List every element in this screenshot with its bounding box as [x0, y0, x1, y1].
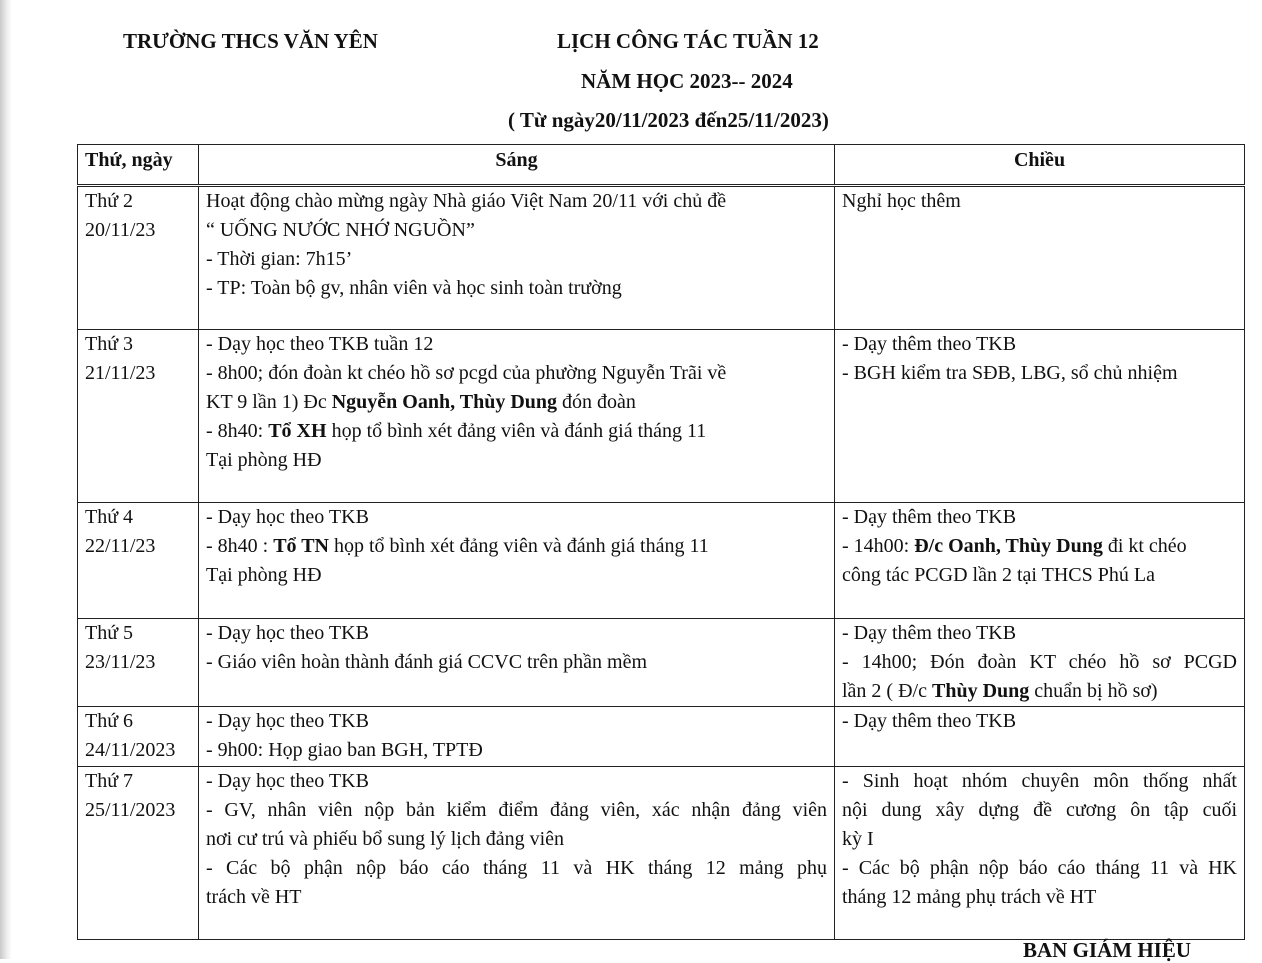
- cell-line: - 8h40 : Tổ TN họp tổ bình xét đảng viên và đánh giá tháng 11: [206, 535, 709, 557]
- table-row: [78, 619, 1245, 707]
- table-header-row: [78, 145, 1245, 186]
- cell-line: nội dung xây dựng đề cương ôn tập cuối: [842, 799, 1237, 821]
- date-label: 20/11/23: [85, 219, 156, 241]
- cell-line: - Dạy học theo TKB: [206, 710, 369, 732]
- cell-line: - Giáo viên hoàn thành đánh giá CCVC trên phần mềm: [206, 651, 648, 673]
- cell-line: - 8h40: Tổ XH họp tổ bình xét đảng viên và đánh giá tháng 11: [206, 420, 707, 442]
- day-cell: [78, 186, 199, 330]
- bold-names: Đ/c Oanh, Thùy Dung: [914, 535, 1103, 557]
- table-row: [78, 767, 1245, 940]
- afternoon-cell: [835, 186, 1245, 330]
- cell-line: Tại phòng HĐ: [206, 564, 322, 586]
- cell-line: tháng 12 mảng phụ trách về HT: [842, 886, 1097, 908]
- bold-names: Nguyễn Oanh, Thùy Dung: [331, 391, 558, 413]
- cell-line: KT 9 lần 1) Đc Nguyễn Oanh, Thùy Dung đón đoàn: [206, 391, 636, 413]
- cell-line: - Dạy thêm theo TKB: [842, 506, 1017, 528]
- header-day: Thứ, ngày: [78, 145, 199, 186]
- day-label: Thứ 5: [85, 622, 134, 644]
- cell-line: - 8h00; đón đoàn kt chéo hồ sơ pcgd của phường Nguyễn Trãi về: [206, 362, 727, 384]
- cell-line: - Sinh hoạt nhóm chuyên môn thống nhất: [842, 770, 1237, 792]
- cell-line: Nghỉ học thêm: [842, 190, 961, 212]
- cell-line: kỳ I: [842, 828, 874, 850]
- day-label: Thứ 2: [85, 190, 134, 212]
- day-cell: [78, 503, 199, 619]
- morning-cell: [199, 619, 835, 707]
- cell-line: “ UỐNG NƯỚC NHỚ NGUỒN”: [206, 219, 475, 241]
- afternoon-cell: [835, 619, 1245, 707]
- school-name: TRƯỜNG THCS VĂN YÊN: [123, 29, 378, 53]
- cell-line: - Dạy thêm theo TKB: [842, 710, 1017, 732]
- bold-names: Thùy Dung: [931, 680, 1030, 702]
- cell-line: - Dạy học theo TKB: [206, 622, 369, 644]
- bold-group: Tổ TN: [273, 535, 329, 557]
- afternoon-cell: [835, 767, 1245, 940]
- date-range: ( Từ ngày20/11/2023 đến25/11/2023): [508, 108, 829, 132]
- morning-cell: [199, 503, 835, 619]
- afternoon-cell: [835, 707, 1245, 767]
- cell-line: Hoạt động chào mừng ngày Nhà giáo Việt Nam 20/11 với chủ đề: [206, 190, 727, 212]
- date-label: 21/11/23: [85, 362, 156, 384]
- morning-cell: [199, 186, 835, 330]
- day-cell: [78, 619, 199, 707]
- day-label: Thứ 4: [85, 506, 134, 528]
- day-cell: [78, 330, 199, 503]
- day-cell: [78, 767, 199, 940]
- cell-line: - Dạy học theo TKB: [206, 770, 369, 792]
- cell-line: - 14h00: Đ/c Oanh, Thùy Dung đi kt chéo: [842, 535, 1187, 557]
- morning-cell: [199, 330, 835, 503]
- date-label: 23/11/23: [85, 651, 156, 673]
- day-label: Thứ 3: [85, 333, 134, 355]
- day-label: Thứ 6: [85, 710, 134, 732]
- cell-line: - Các bộ phận nộp báo cáo tháng 11 và HK tháng 12 mảng phụ: [206, 857, 827, 879]
- schedule-table: [77, 144, 1245, 940]
- cell-line: trách về HT: [206, 886, 302, 908]
- cell-line: công tác PCGD lần 2 tại THCS Phú La: [842, 564, 1155, 586]
- cell-line: Tại phòng HĐ: [206, 449, 322, 471]
- morning-cell: [199, 767, 835, 940]
- signature-label: BAN GIÁM HIỆU: [1023, 938, 1192, 962]
- cell-line: - Các bộ phận nộp báo cáo tháng 11 và HK: [842, 857, 1237, 879]
- school-year: NĂM HỌC 2023-- 2024: [581, 69, 793, 93]
- afternoon-cell: [835, 503, 1245, 619]
- table-row: [78, 707, 1245, 767]
- afternoon-cell: [835, 330, 1245, 503]
- cell-line: - GV, nhân viên nộp bản kiểm điểm đảng viên, xác nhận đảng viên: [206, 799, 827, 821]
- date-label: 22/11/23: [85, 535, 156, 557]
- table-row: [78, 186, 1245, 330]
- cell-line: - TP: Toàn bộ gv, nhân viên và học sinh toàn trường: [206, 277, 622, 299]
- cell-line: - Dạy học theo TKB tuần 12: [206, 333, 434, 355]
- cell-line: - Dạy thêm theo TKB: [842, 622, 1017, 644]
- cell-line: - 9h00: Họp giao ban BGH, TPTĐ: [206, 739, 483, 761]
- day-cell: [78, 707, 199, 767]
- cell-line: - Thời gian: 7h15’: [206, 248, 353, 270]
- page-title: LỊCH CÔNG TÁC TUẦN 12: [557, 29, 819, 53]
- morning-cell: [199, 707, 835, 767]
- date-label: 24/11/2023: [85, 739, 176, 761]
- cell-line: - 14h00; Đón đoàn KT chéo hồ sơ PCGD: [842, 651, 1237, 673]
- cell-line: - Dạy thêm theo TKB: [842, 333, 1017, 355]
- page-edge-shadow: [0, 0, 12, 959]
- header-afternoon: Chiều: [835, 145, 1245, 186]
- cell-line: - BGH kiểm tra SĐB, LBG, sổ chủ nhiệm: [842, 362, 1178, 384]
- header-morning: Sáng: [199, 145, 835, 186]
- table-row: [78, 503, 1245, 619]
- cell-line: nơi cư trú và phiếu bổ sung lý lịch đảng viên: [206, 828, 565, 850]
- cell-line: - Dạy học theo TKB: [206, 506, 369, 528]
- date-label: 25/11/2023: [85, 799, 176, 821]
- bold-group: Tổ XH: [268, 420, 327, 442]
- day-label: Thứ 7: [85, 770, 134, 792]
- cell-line: lần 2 ( Đ/c Thùy Dung chuẩn bị hồ sơ): [842, 680, 1158, 702]
- table-row: [78, 330, 1245, 503]
